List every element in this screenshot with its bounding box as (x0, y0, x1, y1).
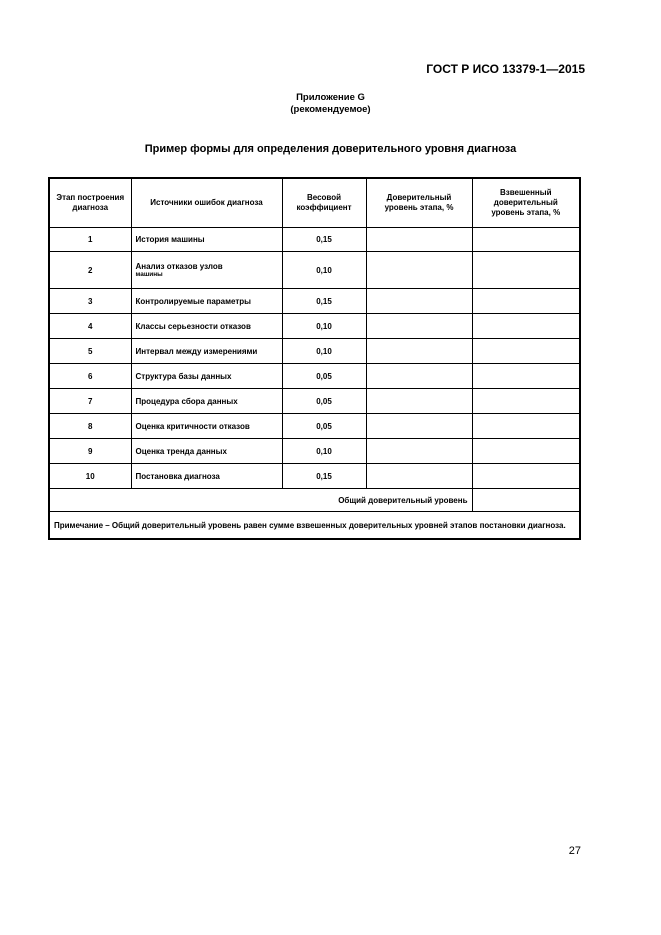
table-row (49, 439, 580, 464)
table-row (49, 289, 580, 314)
confidence-cell[interactable] (366, 252, 472, 289)
weight-coefficient: 0,10 (282, 439, 366, 464)
weight-coefficient: 0,05 (282, 414, 366, 439)
weighted-cell[interactable] (472, 314, 580, 339)
weight-coefficient: 0,15 (282, 228, 366, 252)
header-weighted: Взвешенный доверительный уровень этапа, % (472, 178, 580, 228)
error-source: История машины (131, 228, 282, 252)
weight-coefficient: 0,10 (282, 252, 366, 289)
table-row (49, 464, 580, 489)
header-weight: Весовой коэффициент (282, 178, 366, 228)
stage-number: 10 (49, 464, 131, 489)
stage-number: 4 (49, 314, 131, 339)
annex-name: Приложение G (296, 92, 365, 103)
page-number: 27 (568, 845, 581, 857)
error-source: Интервал между измерениями (131, 339, 282, 364)
weight-coefficient: 0,15 (282, 289, 366, 314)
annex-status: (рекомендуемое) (290, 104, 371, 115)
weighted-cell[interactable] (472, 289, 580, 314)
stage-number: 7 (49, 389, 131, 414)
weighted-cell[interactable] (472, 364, 580, 389)
total-row (49, 489, 580, 512)
note-row (49, 512, 580, 540)
standard-designation: ГОСТ Р ИСО 13379-1—2015 (426, 62, 585, 76)
header-source: Источники ошибок диагноза (131, 178, 282, 228)
weight-coefficient: 0,15 (282, 464, 366, 489)
stage-number: 5 (49, 339, 131, 364)
error-source: Процедура сбора данных (131, 389, 282, 414)
header-confidence: Доверительный уровень этапа, % (366, 178, 472, 228)
error-source (131, 252, 282, 289)
table-header-row (49, 178, 580, 228)
weighted-cell[interactable] (472, 252, 580, 289)
confidence-cell[interactable] (366, 364, 472, 389)
error-source-line2: машины (135, 271, 163, 278)
weight-coefficient: 0,05 (282, 389, 366, 414)
weighted-cell[interactable] (472, 439, 580, 464)
confidence-cell[interactable] (366, 289, 472, 314)
confidence-cell[interactable] (366, 228, 472, 252)
form-title: Пример формы для определения доверительного уровня диагноза (144, 143, 517, 155)
table-row (49, 228, 580, 252)
weighted-cell[interactable] (472, 414, 580, 439)
table-row (49, 389, 580, 414)
confidence-cell[interactable] (366, 389, 472, 414)
weighted-cell[interactable] (472, 464, 580, 489)
annex-heading (0, 92, 661, 116)
confidence-cell[interactable] (366, 339, 472, 364)
weight-coefficient: 0,05 (282, 364, 366, 389)
weight-coefficient: 0,10 (282, 314, 366, 339)
stage-number: 9 (49, 439, 131, 464)
table-row (49, 339, 580, 364)
stage-number: 6 (49, 364, 131, 389)
total-confidence-cell[interactable] (472, 489, 580, 512)
error-source: Контролируемые параметры (131, 289, 282, 314)
stage-number: 2 (49, 252, 131, 289)
stage-number: 1 (49, 228, 131, 252)
weight-coefficient: 0,10 (282, 339, 366, 364)
confidence-cell[interactable] (366, 314, 472, 339)
confidence-form-table (48, 177, 581, 540)
error-source: Классы серьезности отказов (131, 314, 282, 339)
weighted-cell[interactable] (472, 228, 580, 252)
table-note: Примечание – Общий доверительный уровень равен сумме взвешенных доверительных уровней этапов постановки диагноза. (49, 512, 580, 540)
stage-number: 8 (49, 414, 131, 439)
error-source-line1: Анализ отказов узлов (135, 262, 223, 271)
confidence-cell[interactable] (366, 439, 472, 464)
table-row (49, 364, 580, 389)
error-source: Оценка тренда данных (131, 439, 282, 464)
header-stage: Этап построения диагноза (49, 178, 131, 228)
table-row (49, 314, 580, 339)
error-source: Оценка критичности отказов (131, 414, 282, 439)
weighted-cell[interactable] (472, 339, 580, 364)
error-source: Структура базы данных (131, 364, 282, 389)
confidence-cell[interactable] (366, 414, 472, 439)
confidence-cell[interactable] (366, 464, 472, 489)
stage-number: 3 (49, 289, 131, 314)
table-row (49, 252, 580, 289)
total-confidence-label: Общий доверительный уровень (49, 489, 472, 512)
error-source: Постановка диагноза (131, 464, 282, 489)
weighted-cell[interactable] (472, 389, 580, 414)
table-row (49, 414, 580, 439)
